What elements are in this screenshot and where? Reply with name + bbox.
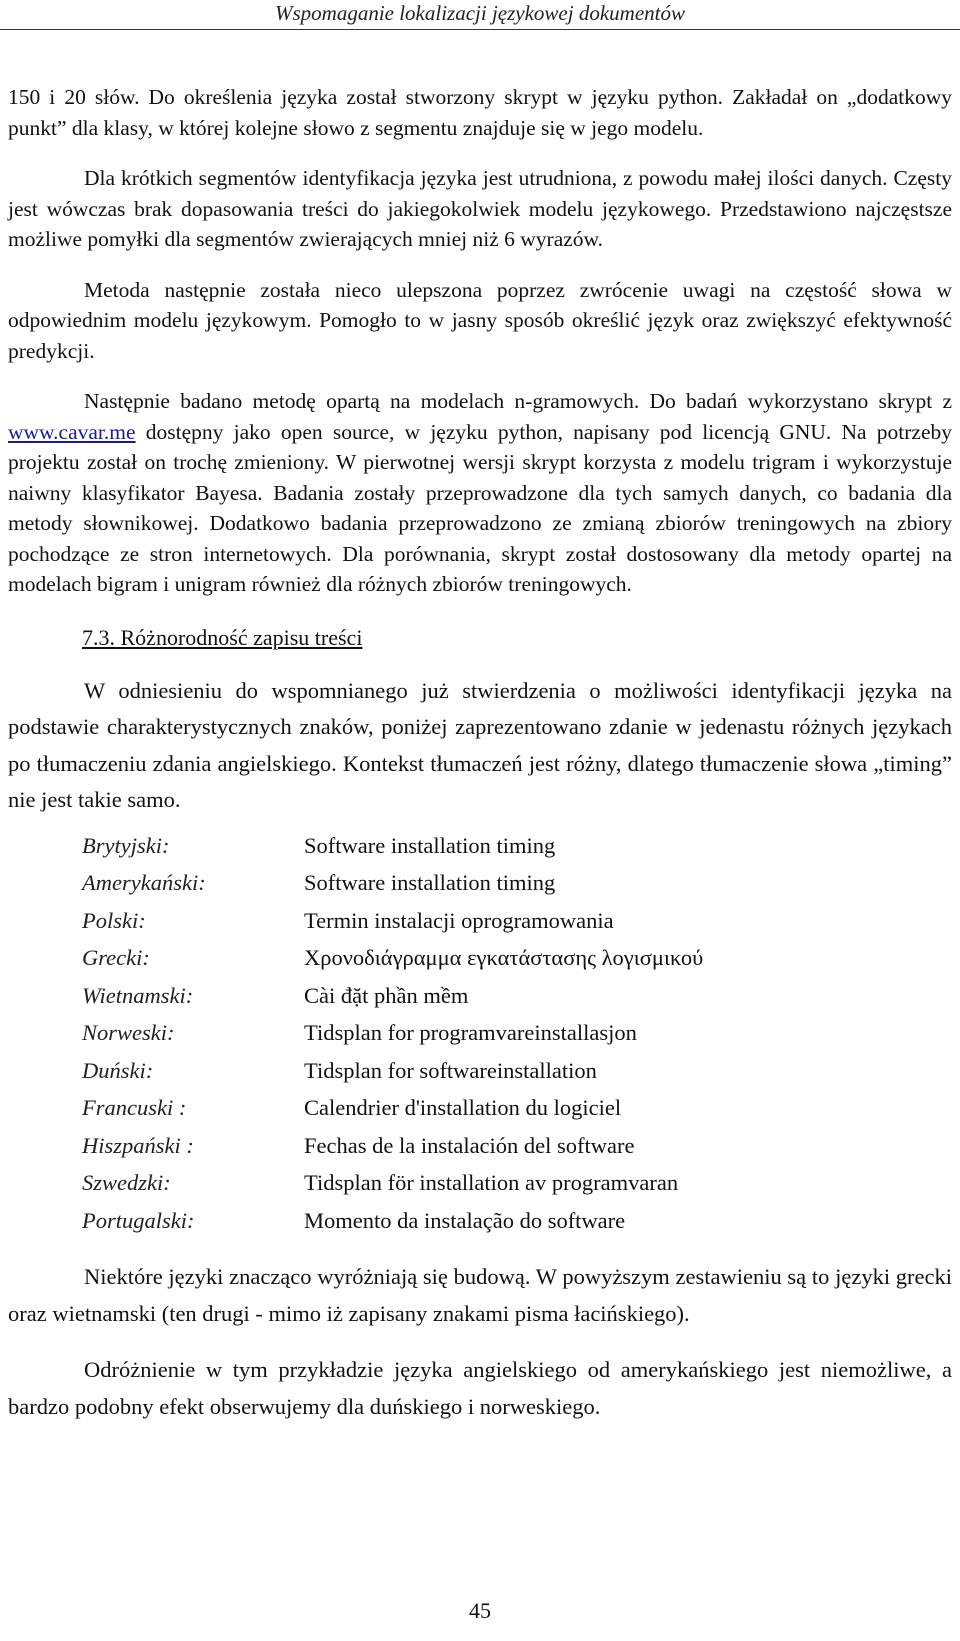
translated-phrase: Momento da instalação do software xyxy=(304,1207,626,1233)
translation-row xyxy=(8,1164,952,1202)
translation-row xyxy=(8,1014,952,1052)
translation-row xyxy=(8,1127,952,1165)
translated-phrase: Software installation timing xyxy=(304,832,556,858)
page-content xyxy=(8,82,952,1425)
translation-list xyxy=(8,827,952,1240)
running-header xyxy=(0,0,960,30)
translated-phrase: Χρονοδιάγραμμα εγκατάστασης λογισμικού xyxy=(304,945,704,970)
paragraph-5: W odniesieniu do wspomnianego już stwierdzenia o możliwości identyfikacji języka na podstawie charakterystycznych znaków, poniżej zaprezentowano zdanie w jedenastu różnych językach po tłumaczeniu zdania angielskiego. Kontekst tłumaczeń jest różny, dlatego tłumaczenie słowa „timing” nie jest takie samo. xyxy=(8,677,952,812)
translated-phrase: Cài đặt phần mềm xyxy=(304,982,469,1008)
cavar-link[interactable]: www.cavar.me xyxy=(8,419,136,444)
language-name: Francuski : xyxy=(82,1095,187,1120)
language-name: Brytyjski: xyxy=(82,832,170,858)
translation-row xyxy=(8,1089,952,1127)
page-number: 45 xyxy=(469,1598,491,1623)
language-name: Duński: xyxy=(82,1057,154,1083)
translation-row xyxy=(8,902,952,940)
language-name: Portugalski: xyxy=(82,1207,195,1233)
translated-phrase: Tidsplan for softwareinstallation xyxy=(304,1057,597,1083)
language-name: Amerykański: xyxy=(82,870,206,895)
translated-phrase: Fechas de la instalación del software xyxy=(304,1132,635,1158)
language-name: Norweski: xyxy=(82,1020,175,1045)
language-name: Szwedzki: xyxy=(82,1170,171,1195)
paragraph-3: Metoda następnie została nieco ulepszona poprzez zwrócenie uwagi na częstość słowa w odpowiednim modelu językowym. Pomogło to w jasny sposób określić język oraz zwiększyć efektywność predykcji. xyxy=(8,277,952,363)
translation-row xyxy=(8,939,952,977)
section-number: 7.3. xyxy=(82,624,115,650)
section-heading xyxy=(8,623,952,653)
translated-phrase: Calendrier d'installation du logiciel xyxy=(304,1095,622,1120)
paragraph-1: 150 i 20 słów. Do określenia języka został stworzony skrypt w języku python. Zakładał on „dodatkowy punkt” dla klasy, w której kolejne słowo z segmentu znajduje się w jego modelu. xyxy=(8,85,952,140)
paragraph-7: Odróżnienie w tym przykładzie języka angielskiego od amerykańskiego jest niemożliwe, a bardzo podobny efekt obserwujemy dla duńskiego i norweskiego. xyxy=(8,1357,952,1419)
language-name: Wietnamski: xyxy=(82,982,194,1008)
language-name: Polski: xyxy=(82,907,146,933)
translation-row xyxy=(8,1052,952,1090)
paragraph-2: Dla krótkich segmentów identyfikacja języka jest utrudniona, z powodu małej ilości danych. Częsty jest wówczas brak dopasowania treści do jakiegokolwiek modelu językowego. Przedstawiono najczęstsze możliwe pomyłki dla segmentów zwierających mniej niż 6 wyrazów. xyxy=(8,166,952,251)
paragraph-4-text-after: dostępny jako open source, w języku python, napisany pod licencją GNU. Na potrzeby projektu został on trochę zmieniony. W pierwotnej wersji skrypt korzysta z modelu trigram i wykorzystuje naiwny klasyfikator Bayesa. Badania zostały przeprowadzone dla tych samych danych, co badania dla metody słownikowej. Dodatkowo badania przeprowadzono ze zmianą zbiorów treningowych na zbiory pochodzące ze stron internetowych. Dla porównania, skrypt został dostosowany dla metody opartej na modelach bigram i unigram również dla różnych zbiorów treningowych. xyxy=(8,419,952,596)
translated-phrase: Termin instalacji oprogramowania xyxy=(304,907,614,933)
section-title: Różnorodność zapisu treści xyxy=(120,624,363,650)
paragraph-4-text-before: Następnie badano metodę opartą na modelach n-gramowych. Do badań wykorzystano skrypt z xyxy=(84,389,952,413)
paragraph-4 xyxy=(8,386,952,600)
header-rule xyxy=(0,29,960,30)
translation-row xyxy=(8,864,952,902)
translated-phrase: Tidsplan for programvareinstallasjon xyxy=(304,1020,637,1045)
translation-row xyxy=(8,1202,952,1240)
language-name: Hiszpański : xyxy=(82,1132,194,1158)
translated-phrase: Software installation timing xyxy=(304,870,556,895)
translated-phrase: Tidsplan för installation av programvaran xyxy=(304,1170,679,1195)
language-name: Grecki: xyxy=(82,945,150,970)
translation-row xyxy=(8,827,952,865)
header-title: Wspomaganie lokalizacji językowej dokumentów xyxy=(274,1,685,25)
paragraph-6: Niektóre języki znacząco wyróżniają się budową. W powyższym zestawieniu są to języki grecki oraz wietnamski (ten drugi - mimo iż zapisany znakami pisma łacińskiego). xyxy=(8,1264,952,1326)
translation-row xyxy=(8,977,952,1015)
